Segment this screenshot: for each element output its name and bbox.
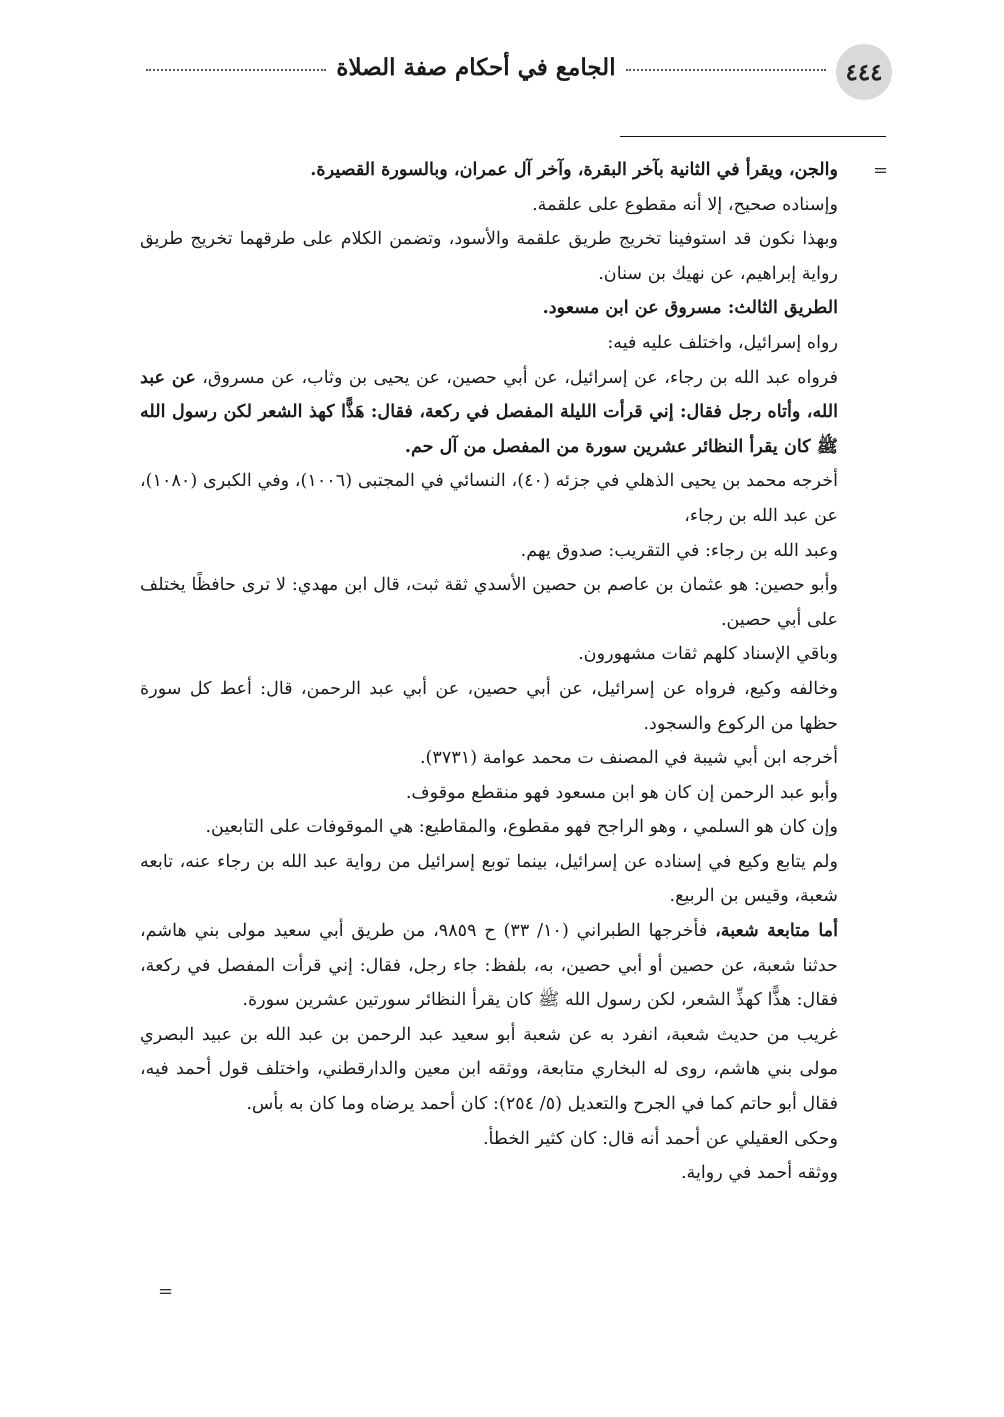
paragraph (140, 464, 838, 533)
paragraph-text: وحكى العقيلي عن أحمد أنه قال: كان كثير الخطأ. (482, 1128, 838, 1149)
page-number-badge: ٤٤٤ (836, 44, 892, 100)
paragraph (140, 914, 838, 1018)
paragraph (140, 741, 838, 776)
paragraph (140, 153, 838, 188)
paragraph-bold: والجن، ويقرأ في الثانية بآخر البقرة، وآخر آل عمران، وبالسورة القصيرة. (310, 159, 838, 180)
paragraph (140, 361, 838, 465)
paragraph-text: وخالفه وكيع، فرواه عن إسرائيل، عن أبي حصين، عن أبي عبد الرحمن، قال: أعط كل سورة حظها من الركوع والسجود. (140, 678, 838, 734)
paragraph (140, 222, 838, 291)
paragraph-text: ولم يتابع وكيع في إسناده عن إسرائيل، بينما توبع إسرائيل من رواية عبد الله بن رجاء عنه، تابعه شعبة، وقيس بن الربيع. (140, 851, 838, 907)
paragraph (140, 326, 838, 361)
paragraph-text: وباقي الإسناد كلهم ثقات مشهورون. (578, 644, 838, 665)
page-header (140, 44, 892, 102)
paragraph (140, 1122, 838, 1157)
header-dotted-rule-left (146, 69, 326, 71)
paragraph-text: وأبو عبد الرحمن إن كان هو ابن مسعود فهو منقطع موقوف. (405, 782, 838, 803)
paragraph-bold: أما متابعة شعبة، (715, 920, 838, 942)
paragraph-text: وإسناده صحيح، إلا أنه مقطوع على علقمة. (532, 194, 838, 215)
section-heading (140, 291, 838, 326)
paragraph-text: غريب من حديث شعبة، انفرد به عن شعبة أبو سعيد عبد الرحمن بن عبد الله بن عبيد البصري مولى بني هاشم، روى له البخاري متابعة، ووثقه ابن معين والدارقطني، واختلف قول أحمد فيه، فقال أبو حاتم كما في الجرح والتعديل (٥/ ٢٥٤): كان أحمد يرضاه وما كان به بأس. (140, 1024, 838, 1115)
paragraph (140, 188, 838, 223)
paragraph (140, 672, 838, 741)
footnote-body (140, 153, 838, 1191)
paragraph-text: وعبد الله بن رجاء: في التقريب: صدوق يهم. (520, 540, 838, 561)
paragraph-bold: الطريق الثالث: مسروق عن ابن مسعود. (542, 297, 838, 319)
paragraph-text: وإن كان هو السلمي ، وهو الراجح فهو مقطوع، والمقاطيع: هي الموقوفات على التابعين. (205, 817, 838, 838)
paragraph (140, 845, 838, 914)
header-dotted-rule-right (626, 69, 826, 71)
running-title: الجامع في أحكام صفة الصلاة (336, 54, 616, 81)
paragraph-lead: فرواه عبد الله بن رجاء، عن إسرائيل، عن أبي حصين، عن يحيى بن وثاب، عن مسروق، (195, 367, 838, 388)
paragraph-text: وبهذا نكون قد استوفينا تخريج طريق علقمة والأسود، وتضمن الكلام على طرقهما تخريج طريق رواية إبراهيم، عن نهيك بن سنان. (140, 229, 838, 284)
paragraph-text: رواه إسرائيل، واختلف عليه فيه: (607, 332, 838, 353)
paragraph-text: أخرجه محمد بن يحيى الذهلي في جزئه (٤٠)، النسائي في المجتبى (١٠٠٦)، وفي الكبرى (١٠٨٠)، عن عبد الله بن رجاء، (140, 471, 838, 526)
paragraph-text: فأخرجها الطبراني (١٠/ ٣٣) ح ٩٨٥٩، من طريق أبي سعيد مولى بني هاشم، حدثنا شعبة، عن حصين أو أبي حصين، به، بلفظ: جاء رجل، فقال: إني قرأت المفصل في ركعة، فقال: هذًّا كهذِّ الشعر، لكن رسول الله ﷺ كان يقرأ النظائر سورتين عشرين سورة. (140, 921, 838, 1011)
paragraph-text: أخرجه ابن أبي شيبة في المصنف ت محمد عوامة (٣٧٣١). (419, 748, 838, 769)
continuation-marker-top: = (873, 160, 889, 181)
paragraph (140, 568, 838, 637)
footnote-separator-rule (620, 136, 886, 137)
paragraph (140, 810, 838, 845)
paragraph (140, 1018, 838, 1122)
paragraph-text: ووثقه أحمد في رواية. (680, 1163, 838, 1184)
paragraph-text: وأبو حصين: هو عثمان بن عاصم بن حصين الأسدي ثقة ثبت، قال ابن مهدي: لا ترى حافظًا يختلف على أبي حصين. (140, 575, 838, 630)
continuation-marker-bottom: = (158, 1281, 174, 1302)
paragraph-bold: عن عبد الله، وأتاه رجل فقال: إني قرأت الليلة المفصل في ركعة، فقال: هَذًّا كهذ الشعر لكن رسول الله ﷺ كان يقرأ النظائر عشرين سورة من المفصل من آل حم. (140, 366, 838, 457)
paragraph (140, 637, 838, 672)
paragraph (140, 534, 838, 569)
paragraph (140, 1156, 838, 1191)
paragraph (140, 776, 838, 811)
